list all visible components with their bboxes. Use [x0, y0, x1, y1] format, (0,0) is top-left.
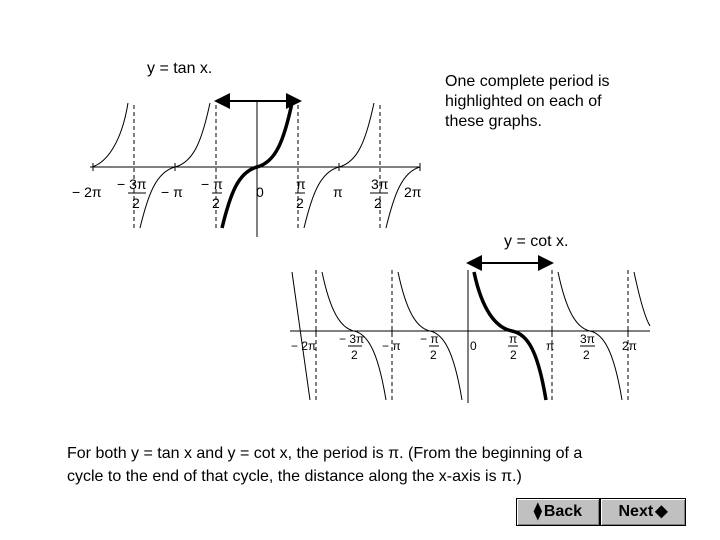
tan-tick-label: − 2π: [72, 184, 102, 200]
tan-tick-label-frac: [117, 176, 147, 211]
svg-text:2: 2: [510, 348, 517, 362]
diamond-icon: ⧫: [533, 503, 542, 520]
svg-text:2: 2: [132, 195, 140, 211]
tan-tick-label-frac: [201, 176, 223, 211]
period-note-line-2: highlighted on each of: [445, 93, 602, 110]
tan-graph: [72, 100, 422, 237]
tan-tick-label-frac: [370, 176, 389, 211]
cot-tick-label: π: [546, 339, 555, 353]
svg-text:− 3π: − 3π: [117, 176, 147, 192]
period-note-line-1: One complete period is: [445, 73, 610, 90]
cot-tick-label-frac: [508, 332, 518, 362]
svg-text:2: 2: [212, 195, 220, 211]
next-button-label: Next: [618, 503, 654, 520]
cot-tick-label: − 2π: [291, 339, 317, 353]
back-button-label: Back: [543, 503, 583, 520]
cot-tick-label-frac: [420, 332, 439, 362]
svg-text:3π: 3π: [371, 176, 389, 192]
svg-text:2: 2: [296, 195, 304, 211]
cot-tick-label: 2π: [622, 339, 637, 353]
tan-tick-label: 0: [256, 184, 264, 200]
period-summary-line-2: cycle to the end of that cycle, the distance along the x-axis is π.): [67, 468, 522, 485]
tan-curve: [92, 103, 128, 167]
svg-text:2: 2: [430, 348, 437, 362]
cot-graph-title: y = cot x.: [504, 233, 569, 250]
cot-tick-label-frac: [580, 332, 595, 362]
tan-tick-label: − π: [161, 184, 183, 200]
cot-curve: [634, 272, 650, 326]
svg-text:2: 2: [351, 348, 358, 362]
tan-tick-label: 2π: [404, 184, 422, 200]
tan-tick-label-frac: [295, 176, 306, 211]
period-summary-line-1: For both y = tan x and y = cot x, the period is π. (From the beginning of a: [67, 445, 583, 462]
back-button[interactable]: [516, 498, 600, 526]
cot-tick-label-frac: [339, 332, 364, 362]
period-note-line-3: these graphs.: [445, 113, 542, 130]
tan-graph-title: y = tan x.: [147, 60, 213, 77]
svg-text:2: 2: [583, 348, 590, 362]
svg-text:− π: − π: [420, 332, 439, 346]
cot-curve: [292, 272, 310, 400]
tan-tick-label: π: [333, 184, 343, 200]
svg-text:− 3π: − 3π: [339, 332, 365, 346]
svg-text:3π: 3π: [580, 332, 595, 346]
svg-text:2: 2: [374, 195, 382, 211]
cot-tick-label: 0: [470, 339, 477, 353]
svg-text:π: π: [509, 332, 518, 346]
cot-tick-label: − π: [382, 339, 401, 353]
svg-text:− π: − π: [201, 176, 223, 192]
diamond-icon: ◆: [655, 503, 668, 520]
next-button[interactable]: [600, 498, 686, 526]
period-summary: [67, 442, 582, 488]
cot-graph: [290, 263, 650, 403]
svg-text:π: π: [296, 176, 306, 192]
